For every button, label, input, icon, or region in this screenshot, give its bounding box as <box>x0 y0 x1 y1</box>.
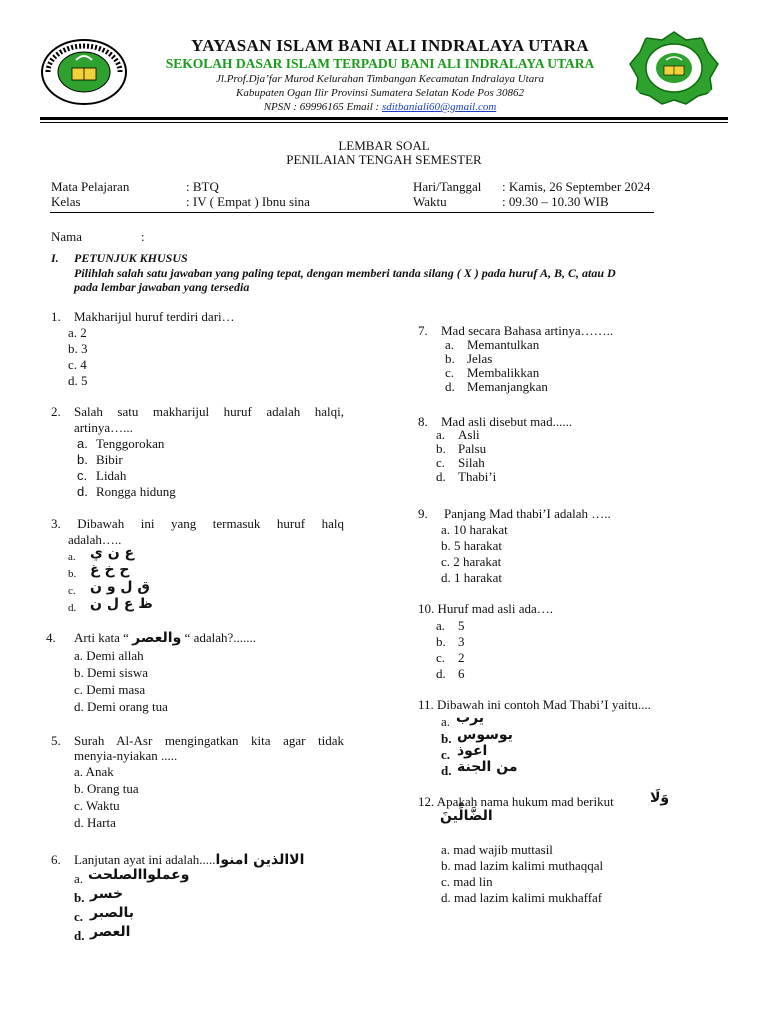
q9-option-c: c. 2 harakat <box>441 554 502 569</box>
foundation-name: YAYASAN ISLAM BANI ALI INDRALAYA UTARA <box>191 36 589 55</box>
q1-option-a: a. 2 <box>68 325 87 340</box>
subject-label: Mata Pelajaran <box>51 179 130 194</box>
q10-option-a: 5 <box>458 618 465 633</box>
q4-option-b: b. Demi siswa <box>74 665 149 680</box>
day-value: : Kamis, 26 September 2024 <box>502 179 651 194</box>
q8-option-d-letter: d. <box>436 469 446 484</box>
q2-option-a-letter: a. <box>77 436 88 451</box>
q11-option-a-letter: a. <box>441 714 451 729</box>
q11-option-b-letter: b. <box>441 731 452 746</box>
name-label: Nama <box>51 229 83 244</box>
q2-option-b-letter: b. <box>77 452 88 467</box>
q9-option-d: d. 1 harakat <box>441 570 503 585</box>
q3-option-a: ع ن ي <box>90 545 135 561</box>
exam-title: PENILAIAN TENGAH SEMESTER <box>286 152 482 167</box>
q11-option-a: يرب <box>456 710 485 726</box>
q7-option-a: Memantulkan <box>467 337 540 352</box>
q8-option-c-letter: c. <box>436 455 446 470</box>
q8-option-b-letter: b. <box>436 441 446 456</box>
q6-option-c-letter: c. <box>74 909 84 924</box>
q11-option-d: من الجنة <box>457 759 518 775</box>
q1-number: 1. <box>51 309 61 324</box>
q3-text-line-1: 3. Dibawah ini yang termasuk huruf halq <box>51 516 344 531</box>
q12-text: 12. Apakah nama hukum mad berikut <box>418 794 614 809</box>
q6-text <box>74 852 304 868</box>
q8-option-a-letter: a. <box>436 427 446 442</box>
q8-number: 8. <box>418 414 428 429</box>
q6-option-d-letter: d. <box>74 928 85 943</box>
q9-option-b: b. 5 harakat <box>441 538 503 553</box>
q9-number: 9. <box>418 506 428 521</box>
q11-option-d-letter: d. <box>441 763 452 778</box>
q8-option-a: Asli <box>458 427 480 442</box>
q10-option-c: 2 <box>458 650 465 665</box>
foundation-logo <box>40 38 128 106</box>
q4-text-post: “ adalah?....... <box>184 630 257 645</box>
time-label: Waktu <box>413 194 447 209</box>
q2-number: 2. <box>51 404 61 419</box>
q7-option-a-letter: a. <box>445 337 455 352</box>
q8-option-b: Palsu <box>458 441 487 456</box>
sheet-title: LEMBAR SOAL <box>338 138 430 153</box>
q12-arabic-word-1: وَلَا <box>650 790 670 806</box>
info-rule <box>50 212 654 213</box>
contact-line <box>130 101 630 113</box>
q6-arabic-phrase: الاالذين امنوا <box>215 852 305 868</box>
q10-option-b: 3 <box>458 634 465 649</box>
q8-option-c: Silah <box>458 455 485 470</box>
q1-option-d: d. 5 <box>68 373 88 388</box>
q2-option-d-letter: d. <box>77 484 88 499</box>
q2-text-line-2: artinya…... <box>74 420 133 435</box>
instructions-line-1: Pilihlah salah satu jawaban yang paling tepat, dengan memberi tanda silang ( X ) pada huruf A, B, C, atau D <box>74 266 616 280</box>
q8-option-d: Thabi’i <box>458 469 497 484</box>
q1-option-b: b. 3 <box>68 341 88 356</box>
q10-option-c-letter: c. <box>436 650 446 665</box>
q3-option-b: ح خ غ <box>90 562 130 578</box>
q4-option-c: c. Demi masa <box>74 682 146 697</box>
q11-option-c-letter: c. <box>441 747 451 762</box>
q3-option-a-letter: a. <box>68 551 76 563</box>
q7-option-b: Jelas <box>467 351 493 366</box>
q5-option-a: a. Anak <box>74 764 114 779</box>
q10-option-d-letter: d. <box>436 666 446 681</box>
subject-value: : BTQ <box>186 179 219 194</box>
q7-option-d: Memanjangkan <box>467 379 548 394</box>
q2-text-line-1: Salah satu makharijul huruf adalah halqi, <box>74 404 344 419</box>
q12-arabic-word-2: الضَّالِّينَ <box>440 808 493 824</box>
q3-option-d-letter: d. <box>68 602 77 614</box>
q2-option-a: Tenggorokan <box>96 436 165 451</box>
section-number: I. <box>51 251 59 265</box>
class-label: Kelas <box>51 194 81 209</box>
email-link[interactable]: sditbaniali60@gmail.com <box>381 101 497 113</box>
q3-text-line-2: adalah….. <box>68 532 122 547</box>
npsn-text: NPSN : 69996165 Email : <box>263 101 382 113</box>
q5-option-d: d. Harta <box>74 815 116 830</box>
q10-option-a-letter: a. <box>436 618 446 633</box>
q7-text: Mad secara Bahasa artinya…….. <box>441 323 614 338</box>
q2-option-c-letter: c. <box>77 468 88 483</box>
q7-option-d-letter: d. <box>445 379 455 394</box>
q11-option-c: اعوذ <box>457 743 488 759</box>
q12-option-a: a. mad wajib muttasil <box>441 842 553 857</box>
q1-text: Makharijul huruf terdiri dari… <box>74 309 235 324</box>
q7-option-c-letter: c. <box>445 365 455 380</box>
q2-option-b: Bibir <box>96 452 123 467</box>
name-colon: : <box>141 229 145 244</box>
q6-option-b: خسر <box>90 886 124 902</box>
q4-option-d: d. Demi orang tua <box>74 699 168 714</box>
q7-number: 7. <box>418 323 428 338</box>
q11-text: 11. Dibawah ini contoh Mad Thabi’I yaitu.... <box>418 697 651 712</box>
q6-text-pre: Lanjutan ayat ini adalah..... <box>74 852 216 867</box>
q12-option-b: b. mad lazim kalimi muthaqqal <box>441 858 604 873</box>
q3-option-c: ق ل و ن <box>90 579 150 595</box>
q6-option-a-letter: a. <box>74 871 84 886</box>
q3-option-c-letter: c. <box>68 585 76 597</box>
time-value: : 09.30 – 10.30 WIB <box>502 194 609 209</box>
day-label: Hari/Tanggal <box>413 179 482 194</box>
q5-number: 5. <box>51 733 61 748</box>
q4-arabic-word: والعصر <box>132 630 182 646</box>
q6-option-a: وعملواالصلحت <box>88 867 190 883</box>
q2-option-d: Rongga hidung <box>96 484 176 499</box>
q12-option-d: d. mad lazim kalimi mukhaffaf <box>441 890 603 905</box>
q1-option-c: c. 4 <box>68 357 87 372</box>
instructions-line-2: pada lembar jawaban yang tersedia <box>74 280 250 294</box>
q3-option-d: ظ ع ل ن <box>90 596 153 612</box>
q10-option-d: 6 <box>458 666 465 681</box>
q4-number: 4. <box>46 630 56 645</box>
q10-option-b-letter: b. <box>436 634 446 649</box>
q6-option-c: بالصبر <box>90 905 134 921</box>
q9-text: Panjang Mad thabi’I adalah ….. <box>444 506 611 521</box>
q4-text <box>74 630 256 646</box>
q5-text-line-2: menyia-nyiakan ..... <box>74 748 178 763</box>
q7-option-b-letter: b. <box>445 351 455 366</box>
address-line-1: Jl.Prof.Dja’far Murod Kelurahan Timbangan Kecamatan Indralaya Utara <box>216 73 544 85</box>
q10-text: 10. Huruf mad asli ada…. <box>418 601 554 616</box>
q6-number: 6. <box>51 852 61 867</box>
q5-option-c: c. Waktu <box>74 798 120 813</box>
q2-option-c: Lidah <box>96 468 127 483</box>
q4-text-pre: Arti kata “ <box>74 630 129 645</box>
q7-option-c: Membalikkan <box>467 365 540 380</box>
q9-option-a: a. 10 harakat <box>441 522 508 537</box>
q6-option-b-letter: b. <box>74 890 85 905</box>
class-value: : IV ( Empat ) Ibnu sina <box>186 194 310 209</box>
q5-text-line-1: Surah Al-Asr mengingatkan kita agar tidak <box>74 733 344 748</box>
header-rule-thin <box>40 122 728 123</box>
q3-option-b-letter: b. <box>68 568 77 580</box>
q4-option-a: a. Demi allah <box>74 648 144 663</box>
q11-option-b: يوسوس <box>457 727 513 743</box>
address-line-2: Kabupaten Ogan Ilir Provinsi Sumatera Selatan Kode Pos 30862 <box>235 87 525 99</box>
q5-option-b: b. Orang tua <box>74 781 139 796</box>
q6-option-d: العصر <box>90 924 131 940</box>
q8-text: Mad asli disebut mad...... <box>441 414 573 429</box>
instructions-heading: PETUNJUK KHUSUS <box>74 251 188 265</box>
header-rule-thick <box>40 117 728 120</box>
q12-option-c: c. mad lin <box>441 874 493 889</box>
school-name: SEKOLAH DASAR ISLAM TERPADU BANI ALI INDRALAYA UTARA <box>165 56 595 71</box>
